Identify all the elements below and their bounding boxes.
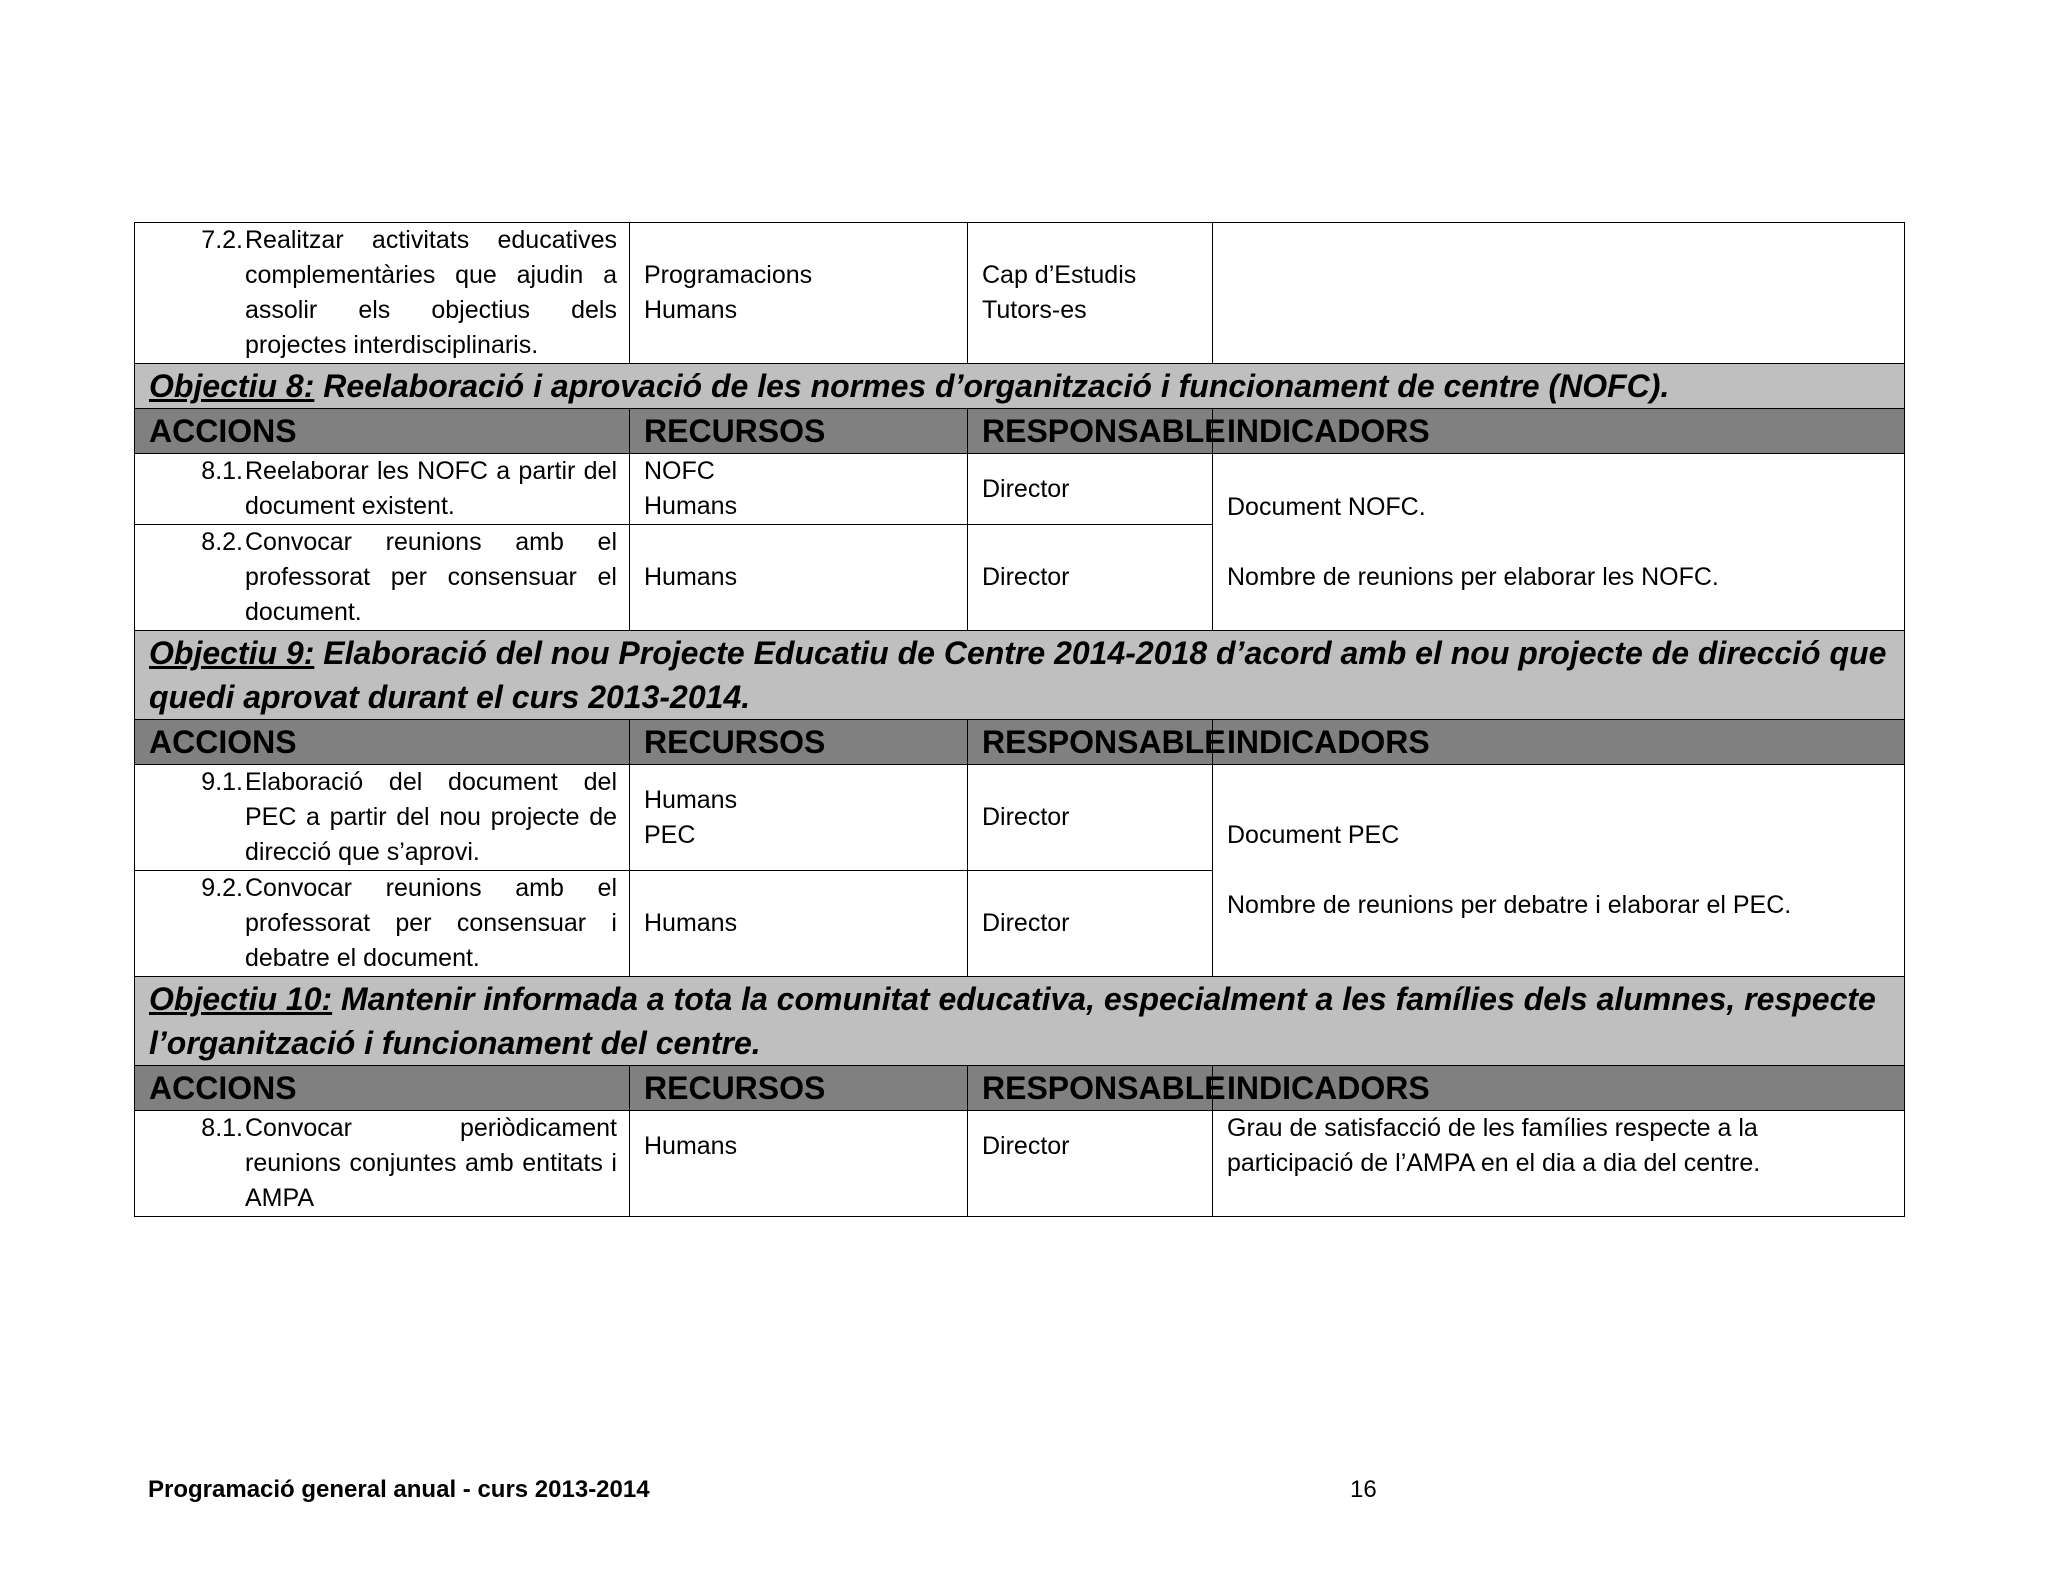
header-indicadors: INDICADORS (1213, 720, 1905, 765)
header-responsable: RESPONSABLE (968, 720, 1213, 765)
actions-table (134, 222, 1905, 1217)
responsible-cell: Director (968, 525, 1213, 631)
objective-label: Objectiu 9: (149, 635, 315, 671)
objective-title (135, 631, 1905, 720)
resource-item: PEC (644, 820, 696, 849)
indicator-item: Document PEC (1227, 821, 1400, 849)
action-number: 8.2. (201, 528, 243, 556)
header-recursos: RECURSOS (630, 409, 968, 454)
action-cell (135, 765, 630, 871)
action-text: Reelaborar les NOFC a partir del document existent. (245, 457, 617, 520)
header-indicadors: INDICADORS (1213, 1066, 1905, 1111)
resource-item: Humans (644, 563, 738, 591)
resources-cell (630, 1111, 968, 1217)
footer-title: Programació general anual - curs 2013-2014 (148, 1476, 650, 1503)
action-number: 8.1. (201, 457, 243, 485)
indicator-item: Nombre de reunions per elaborar les NOFC. (1227, 562, 1719, 591)
objective-row (135, 364, 1905, 409)
responsible-cell: Director (968, 1111, 1213, 1217)
header-row (135, 720, 1905, 765)
resource-item: Humans (644, 492, 738, 520)
responsible-item: Tutors-es (982, 296, 1087, 324)
action-text: Convocar periòdicament reunions conjuntes amb entitats i AMPA (245, 1114, 617, 1212)
action-number: 9.2. (201, 874, 243, 902)
header-responsable: RESPONSABLE (968, 1066, 1213, 1111)
objective-title (135, 364, 1905, 409)
header-accions: ACCIONS (135, 409, 630, 454)
objective-title (135, 977, 1905, 1066)
action-cell (135, 525, 630, 631)
responsible-cell: Director (968, 765, 1213, 871)
header-row (135, 1066, 1905, 1111)
resource-item: NOFC (644, 457, 715, 485)
indicator-item: Document NOFC. (1227, 492, 1426, 521)
action-cell (135, 871, 630, 977)
resources-cell (630, 765, 968, 871)
indicators-cell: Grau de satisfacció de les famílies respecte a la participació de l’AMPA en el dia a dia del centre. (1213, 1111, 1905, 1217)
action-number: 7.2. (201, 226, 243, 254)
indicators-cell (1213, 454, 1905, 631)
page-number: 16 (1350, 1476, 1377, 1503)
objective-row (135, 977, 1905, 1066)
objective-label: Objectiu 10: (149, 981, 333, 1017)
header-accions: ACCIONS (135, 720, 630, 765)
responsible-cell: Director (968, 454, 1213, 525)
table-row (135, 765, 1905, 871)
action-text: Elaboració del document del PEC a partir del nou projecte de direcció que s’aprovi. (245, 768, 617, 866)
responsible-cell: Director (968, 871, 1213, 977)
resource-item: Programacions (644, 261, 813, 289)
objective-text: Elaboració del nou Projecte Educatiu de Centre 2014-2018 d’acord amb el nou projecte de direcció que quedi aprovat durant el curs 2013-2014. (149, 635, 1887, 715)
objective-row (135, 631, 1905, 720)
table-row (135, 223, 1905, 364)
resources-cell (630, 454, 968, 525)
objective-text: Reelaboració i aprovació de les normes d’organització i funcionament de centre (NOFC). (314, 368, 1670, 404)
action-cell (135, 454, 630, 525)
table-row (135, 454, 1905, 525)
indicators-cell (1213, 223, 1905, 364)
objective-text: Mantenir informada a tota la comunitat educativa, especialment a les famílies dels alumnes, respecte l’organització i funcionament del centre. (149, 981, 1876, 1061)
action-text: Convocar reunions amb el professorat per consensuar i debatre el document. (245, 874, 617, 972)
objective-label: Objectiu 8: (149, 368, 315, 404)
action-number: 9.1. (201, 768, 243, 796)
resources-cell (630, 525, 968, 631)
resource-item: Humans (644, 296, 738, 324)
action-number: 8.1. (201, 1114, 243, 1142)
responsible-item: Cap d’Estudis (982, 261, 1137, 289)
action-text: Realitzar activitats educatives complementàries que ajudin a assolir els objectius dels projectes interdisciplinaris. (245, 226, 617, 359)
responsible-cell (968, 223, 1213, 364)
action-cell (135, 223, 630, 364)
resource-item: Humans (644, 1132, 738, 1160)
resources-cell (630, 223, 968, 364)
resource-item: Humans (644, 785, 738, 814)
header-recursos: RECURSOS (630, 720, 968, 765)
header-accions: ACCIONS (135, 1066, 630, 1111)
header-indicadors: INDICADORS (1213, 409, 1905, 454)
indicators-cell (1213, 765, 1905, 977)
header-row (135, 409, 1905, 454)
table-row (135, 1111, 1905, 1217)
action-cell (135, 1111, 630, 1217)
header-recursos: RECURSOS (630, 1066, 968, 1111)
resources-cell (630, 871, 968, 977)
action-text: Convocar reunions amb el professorat per consensuar el document. (245, 528, 617, 626)
indicator-item: Nombre de reunions per debatre i elaborar el PEC. (1227, 891, 1792, 919)
header-responsable: RESPONSABLE (968, 409, 1213, 454)
resource-item: Humans (644, 909, 738, 937)
